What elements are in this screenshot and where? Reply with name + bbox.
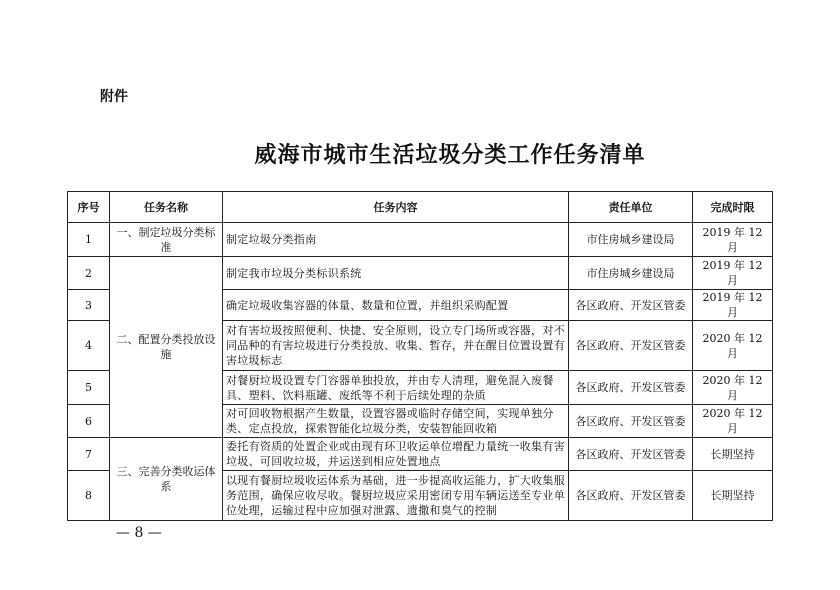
table-row [68,223,773,257]
row-no: 2 [68,257,110,290]
deadline: 2020 年 12 月 [693,371,773,405]
task-table [67,191,773,521]
col-header-responsible-unit: 责任单位 [569,192,693,223]
table-header-row [68,192,773,223]
deadline: 长期坚持 [693,471,773,521]
deadline: 2019 年 12 月 [693,223,773,257]
task-content: 以现有餐厨垃圾收运体系为基础，进一步提高收运能力，扩大收集服务范围，确保应收尽收。餐厨垃圾应采用密闭专用车辆运送至专业单位处理，运输过程中应加强对泄露、遗撒和臭气的控制 [223,471,569,521]
page-number: — 8 — [116,525,162,541]
responsible-unit: 市住房城乡建设局 [569,257,693,290]
task-group-name: 二、配置分类投放设施 [110,257,223,438]
task-content: 制定垃圾分类指南 [223,223,569,257]
task-content: 制定我市垃圾分类标识系统 [223,257,569,290]
task-content: 对餐厨垃圾设置专门容器单独投放，并由专人清理，避免混入废餐具、塑料、饮料瓶罐、废纸等不利于后续处理的杂质 [223,371,569,405]
row-no: 6 [68,405,110,438]
responsible-unit: 各区政府、开发区管委 [569,438,693,471]
row-no: 5 [68,371,110,405]
row-no: 4 [68,321,110,371]
row-no: 8 [68,471,110,521]
col-header-task-name: 任务名称 [110,192,223,223]
responsible-unit: 各区政府、开发区管委 [569,405,693,438]
col-header-no: 序号 [68,192,110,223]
responsible-unit: 各区政府、开发区管委 [569,471,693,521]
task-content: 确定垃圾收集容器的体量、数量和位置，并组织采购配置 [223,290,569,321]
deadline: 长期坚持 [693,438,773,471]
responsible-unit: 各区政府、开发区管委 [569,290,693,321]
deadline: 2019 年 12 月 [693,257,773,290]
responsible-unit: 市住房城乡建设局 [569,223,693,257]
responsible-unit: 各区政府、开发区管委 [569,321,693,371]
row-no: 1 [68,223,110,257]
task-content: 对可回收物根据产生数量，设置容器或临时存储空间，实现单独分类、定点投放，探索智能化垃圾分类，安装智能回收箱 [223,405,569,438]
col-header-task-content: 任务内容 [223,192,569,223]
task-content: 对有害垃圾按照便利、快捷、安全原则，设立专门场所或容器，对不同品种的有害垃圾进行分类投放、收集、暂存，并在醒目位置设置有害垃圾标志 [223,321,569,371]
task-content: 委托有资质的处置企业或由现有环卫收运单位增配力量统一收集有害垃圾、可回收垃圾，并运送到相应处置地点 [223,438,569,471]
task-group-name: 三、完善分类收运体系 [110,438,223,521]
table-row [68,257,773,290]
row-no: 3 [68,290,110,321]
task-group-name: 一、制定垃圾分类标准 [110,223,223,257]
row-no: 7 [68,438,110,471]
deadline: 2020 年 12 月 [693,405,773,438]
attachment-label: 附件 [100,89,128,105]
page-title: 威海市城市生活垃圾分类工作任务清单 [254,142,646,168]
responsible-unit: 各区政府、开发区管委 [569,371,693,405]
deadline: 2019 年 12 月 [693,290,773,321]
table-row [68,438,773,471]
deadline: 2020 年 12 月 [693,321,773,371]
col-header-deadline: 完成时限 [693,192,773,223]
